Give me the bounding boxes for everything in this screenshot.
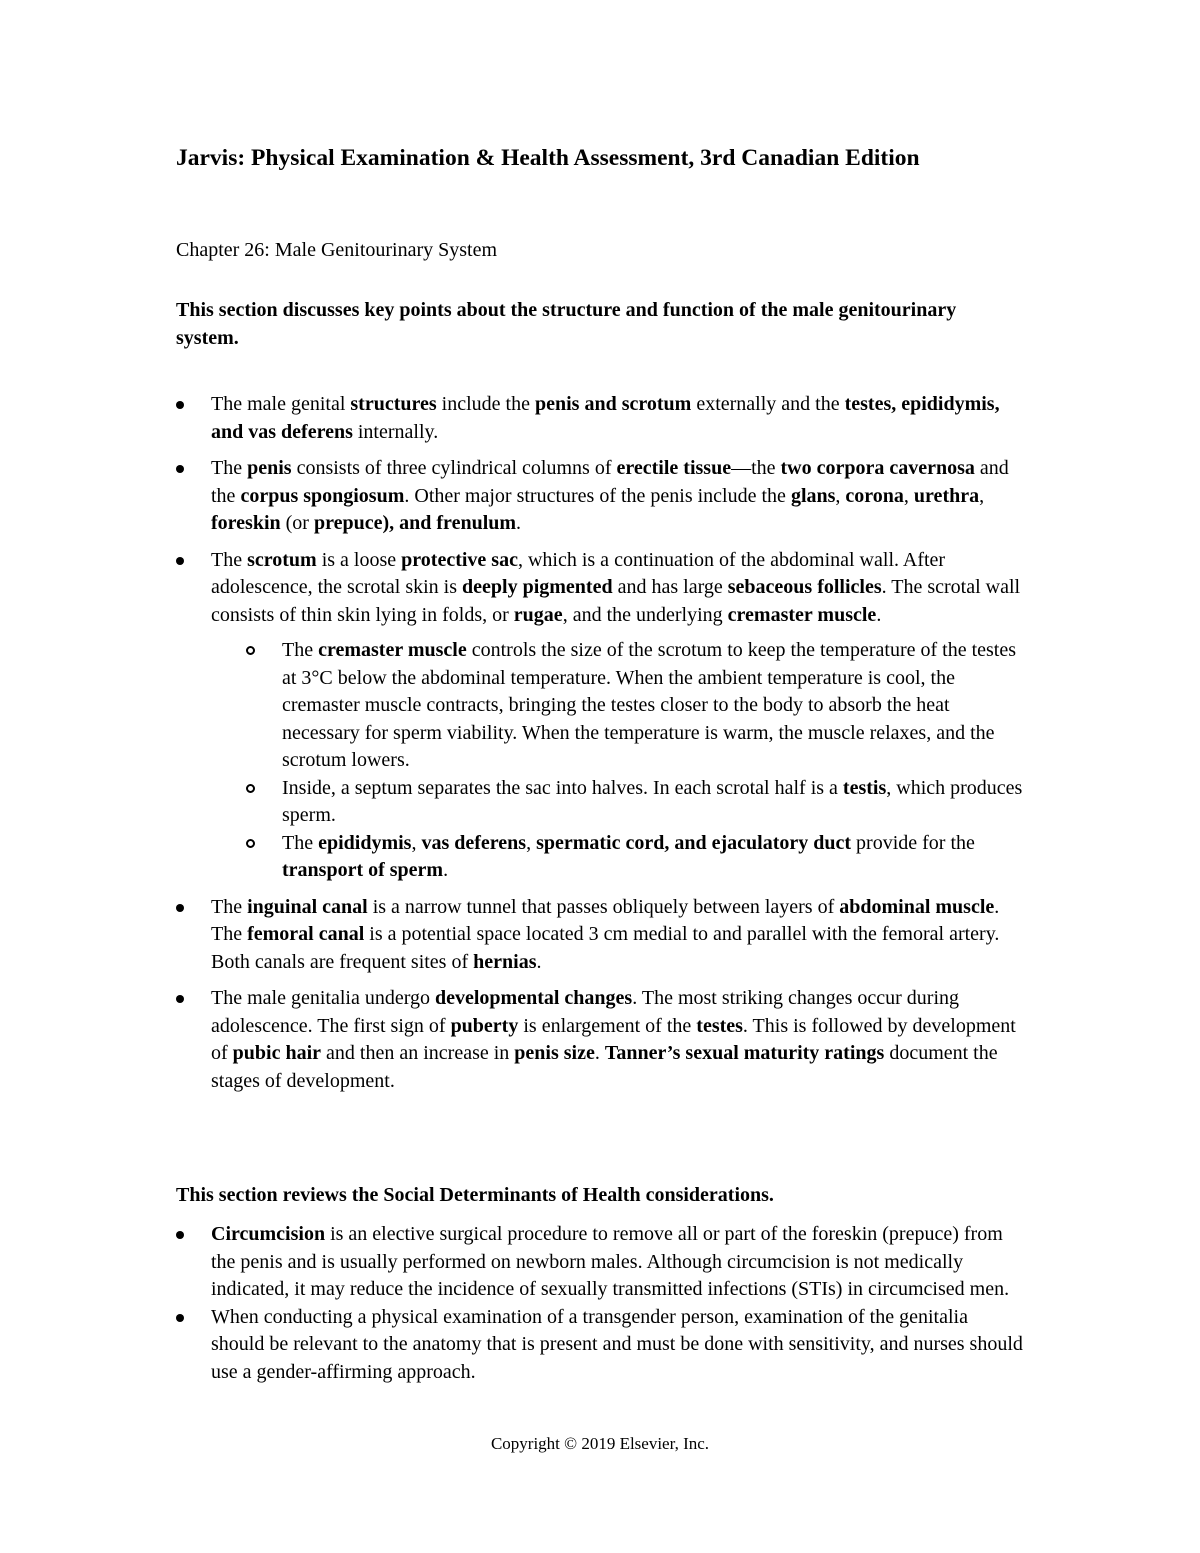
bold-term: urethra bbox=[913, 484, 980, 507]
section-heading-structure: This section discusses key points about the structure and function of the male genitourinary system. bbox=[176, 299, 957, 349]
text-span: document the stages of development. bbox=[211, 1042, 998, 1092]
bold-term: penis and scrotum bbox=[534, 393, 692, 415]
bold-term: two corpora cavernosa bbox=[780, 457, 975, 479]
text-span: , which is a continuation of the abdominal wall. After adolescence, the scrotal skin is bbox=[211, 548, 946, 598]
text-span: . bbox=[876, 603, 882, 626]
text-span: The male genital bbox=[211, 393, 351, 415]
bullet-item bbox=[176, 985, 1026, 1095]
section-heading-social-determinants: This section reviews the Social Determinants of Health considerations. bbox=[176, 1184, 774, 1206]
bullet-marker-icon bbox=[176, 904, 184, 912]
bold-term: cremaster muscle bbox=[727, 603, 877, 626]
bold-term: Tanner’s sexual maturity ratings bbox=[604, 1042, 885, 1064]
bold-term: foreskin bbox=[211, 512, 281, 534]
bullet-item bbox=[176, 455, 1026, 538]
bold-term: femoral canal bbox=[247, 923, 365, 945]
sub-bullet-text bbox=[282, 777, 1022, 827]
text-span: . The scrotal wall consists of thin skin lying in folds, or bbox=[211, 576, 1021, 626]
bullet-text bbox=[211, 457, 1009, 534]
text-span: and then an increase in bbox=[321, 1042, 515, 1064]
bullet-list-social-determinants bbox=[176, 1221, 1026, 1386]
text-span: externally and the bbox=[691, 393, 845, 415]
text-span: . bbox=[443, 859, 449, 881]
bold-term: rugae bbox=[513, 603, 563, 626]
sub-bullet-text bbox=[282, 832, 975, 882]
bullet-marker-icon bbox=[176, 401, 184, 409]
bullet-text bbox=[211, 1223, 1009, 1300]
text-span: The bbox=[282, 639, 319, 661]
hollow-bullet-icon bbox=[246, 646, 255, 655]
bold-term: vas deferens bbox=[421, 831, 527, 854]
bold-term: epididymis bbox=[318, 831, 412, 854]
bold-term: pubic hair bbox=[232, 1042, 322, 1064]
bold-term: inguinal canal bbox=[247, 895, 368, 918]
bold-term: sebaceous follicles bbox=[727, 576, 882, 598]
text-span: is a narrow tunnel that passes obliquely between layers of bbox=[367, 895, 840, 918]
bold-term: abdominal muscle bbox=[839, 895, 995, 918]
copyright-footer: Copyright © 2019 Elsevier, Inc. bbox=[490, 1434, 710, 1453]
text-span: . Other major structures of the penis include the bbox=[404, 484, 791, 507]
text-span: . bbox=[594, 1042, 605, 1064]
text-span: is a loose bbox=[316, 548, 402, 571]
text-span: . bbox=[536, 950, 542, 973]
text-span: . bbox=[516, 512, 522, 534]
text-span: , bbox=[411, 831, 422, 854]
bullet-item bbox=[176, 894, 1026, 977]
text-span: The bbox=[211, 457, 248, 479]
text-span: internally. bbox=[352, 420, 439, 443]
bold-term: glans bbox=[790, 484, 836, 507]
text-span: The male genitalia undergo bbox=[211, 987, 435, 1009]
bullet-item bbox=[176, 547, 1026, 885]
bullet-marker-icon bbox=[176, 557, 184, 565]
bold-term: Circumcision bbox=[211, 1223, 326, 1245]
bullet-text bbox=[211, 896, 999, 973]
text-span: is an elective surgical procedure to remove all or part of the foreskin (prepuce) from the penis and is usually performed on newborn males. Although circumcision is not medically indicated, it may reduce the incidence of sexually transmitted infections (STIs) in circumcised men. bbox=[211, 1223, 1010, 1300]
text-span: is enlargement of the bbox=[518, 1014, 697, 1037]
sub-bullet-text bbox=[282, 639, 1016, 771]
bullet-marker-icon bbox=[176, 1231, 184, 1239]
text-span: . This is followed by development of bbox=[211, 1014, 1016, 1064]
text-span: , bbox=[526, 831, 537, 854]
text-span: provide for the bbox=[851, 831, 975, 854]
text-span: consists of three cylindrical columns of bbox=[291, 457, 617, 479]
text-span: (or bbox=[280, 512, 314, 534]
bullet-marker-icon bbox=[176, 465, 184, 473]
text-span: controls the size of the scrotum to keep the temperature of the testes at 3°C below the abdominal temperature. When the ambient temperature is cool, the cremaster muscle contracts, bringing the testes closer to the body to absorb the heat necessary for sperm viability. When the temperature is warm, the muscle relaxes, and the scrotum lowers. bbox=[282, 639, 1017, 771]
text-span: , bbox=[903, 484, 914, 507]
bold-term: scrotum bbox=[247, 548, 317, 571]
bold-term: testes bbox=[696, 1014, 743, 1037]
bold-term: deeply pigmented bbox=[462, 576, 613, 598]
chapter-heading: Chapter 26: Male Genitourinary System bbox=[176, 239, 498, 261]
bold-term: cremaster muscle bbox=[318, 639, 467, 661]
bold-term: penis bbox=[247, 457, 292, 479]
text-span: include the bbox=[436, 393, 535, 415]
text-span: is a potential space located 3 cm medial to and parallel with the femoral artery. Both canals are frequent sites of bbox=[211, 923, 1000, 973]
text-span: and the bbox=[211, 457, 1009, 507]
text-span: and has large bbox=[612, 576, 728, 598]
sub-bullet-item bbox=[246, 775, 1026, 830]
bold-term: spermatic cord, and ejaculatory duct bbox=[536, 831, 852, 854]
bold-term: structures bbox=[350, 393, 437, 415]
bold-term: protective sac bbox=[401, 548, 518, 571]
text-span: , which produces sperm. bbox=[282, 776, 1023, 826]
bullet-item bbox=[176, 1221, 1026, 1304]
text-span: . The bbox=[211, 895, 1000, 945]
bold-term: penis size bbox=[514, 1042, 595, 1064]
sub-bullet-item bbox=[246, 830, 1026, 885]
sub-bullet-item bbox=[246, 637, 1026, 775]
bold-term: developmental changes bbox=[435, 987, 633, 1009]
bold-term: transport of sperm bbox=[282, 859, 444, 881]
bold-term: prepuce), and frenulum bbox=[313, 512, 517, 534]
hollow-bullet-icon bbox=[246, 839, 255, 848]
text-span: The bbox=[282, 831, 319, 854]
text-span: , bbox=[835, 484, 846, 507]
bold-term: testes, epididymis, and vas deferens bbox=[211, 393, 1000, 443]
bold-term: hernias bbox=[473, 950, 537, 973]
bullet-text bbox=[211, 549, 1020, 626]
text-span: The bbox=[211, 895, 248, 918]
hollow-bullet-icon bbox=[246, 784, 255, 793]
bullet-text bbox=[211, 393, 1000, 443]
bullet-item bbox=[176, 391, 1026, 446]
text-span: When conducting a physical examination of a transgender person, examination of the genitalia should be relevant to the anatomy that is present and must be done with sensitivity, and nurses should use a gender-affirming approach. bbox=[211, 1305, 1023, 1383]
bold-term: corpus spongiosum bbox=[240, 484, 405, 507]
bold-term: puberty bbox=[450, 1014, 519, 1037]
bullet-marker-icon bbox=[176, 995, 184, 1003]
text-span: Inside, a septum separates the sac into halves. In each scrotal half is a bbox=[282, 776, 843, 799]
text-span: . The most striking changes occur during adolescence. The first sign of bbox=[211, 987, 960, 1037]
text-span: The bbox=[211, 548, 248, 571]
bullet-text bbox=[211, 987, 1016, 1092]
text-span: , bbox=[979, 484, 985, 507]
bullet-text bbox=[211, 1306, 1023, 1383]
sub-bullet-list bbox=[211, 637, 1026, 885]
bullet-list-structure bbox=[176, 391, 1026, 1095]
bold-term: corona bbox=[845, 484, 904, 507]
bold-term: testis bbox=[842, 776, 887, 799]
text-span: —the bbox=[731, 457, 781, 479]
bullet-item bbox=[176, 1304, 1026, 1387]
bullet-marker-icon bbox=[176, 1314, 184, 1322]
document-title: Jarvis: Physical Examination & Health Assessment, 3rd Canadian Edition bbox=[176, 145, 920, 171]
text-span: , and the underlying bbox=[562, 603, 728, 626]
bold-term: erectile tissue bbox=[616, 457, 732, 479]
